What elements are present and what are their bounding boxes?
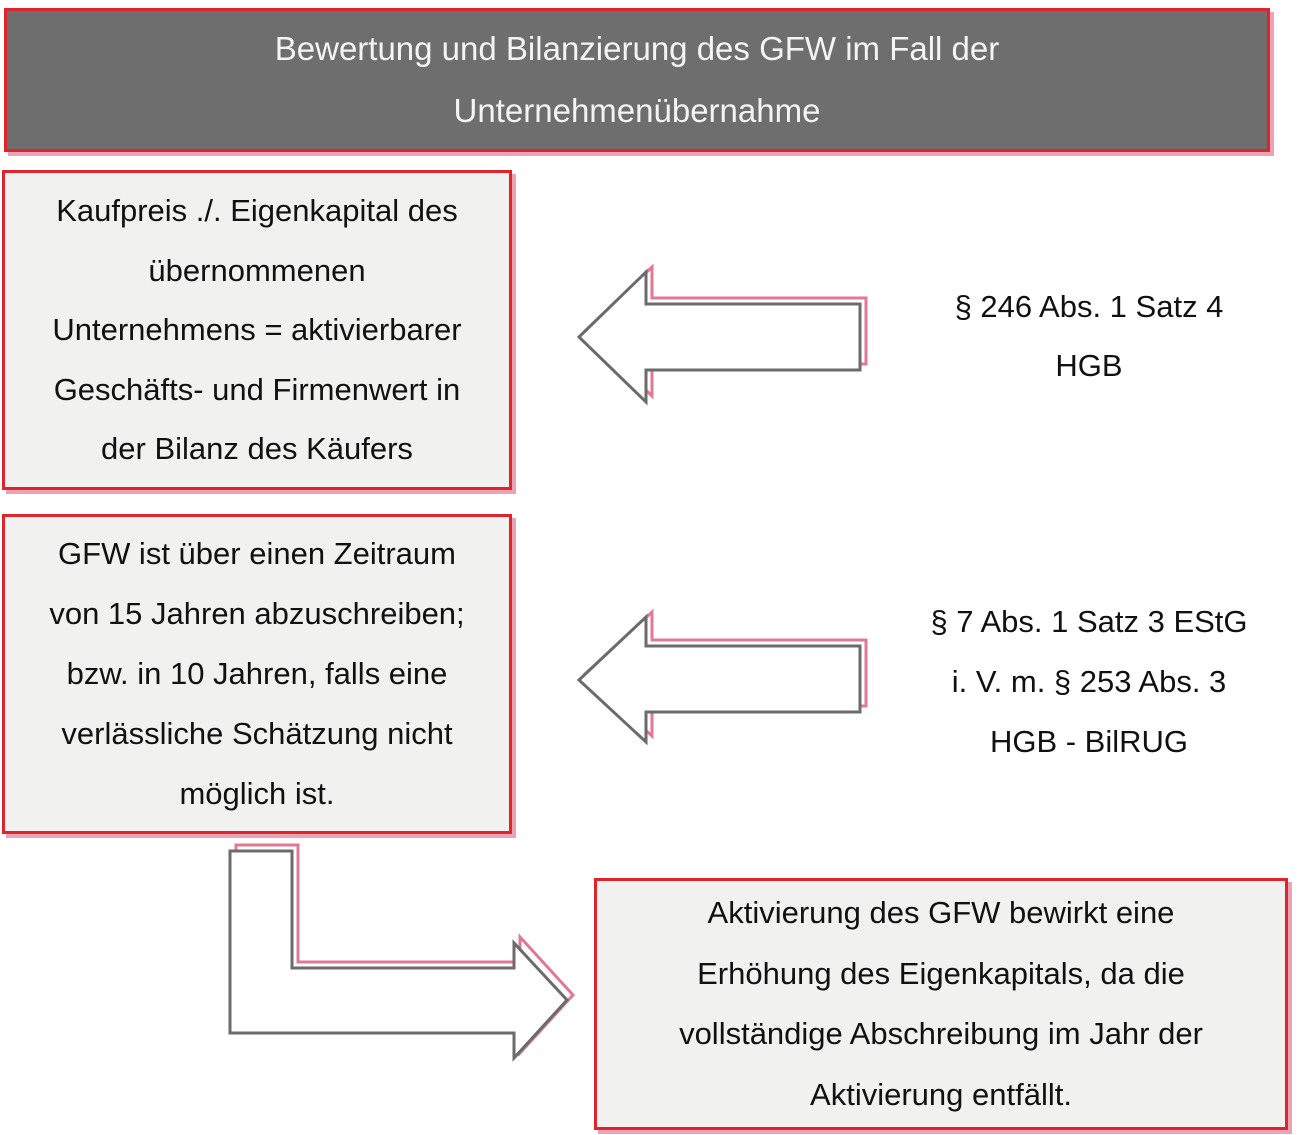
reference-246-hgb: § 246 Abs. 1 Satz 4 HGB (954, 289, 1224, 383)
aktivierung-text: Aktivierung des GFW bewirkt eine Erhöhung des Eigenkapitals, da die vollständige Abschreibung im Jahr der Aktivierung entfällt. (679, 895, 1203, 1112)
reference-7-estg: § 7 Abs. 1 Satz 3 EStG i. V. m. § 253 Abs. 3 HGB - BilRUG (930, 604, 1248, 759)
left-arrow-icon-2 (579, 612, 866, 742)
gfw-abschreibung-text: GFW ist über einen Zeitraum von 15 Jahren abzuschreiben; bzw. in 10 Jahren, falls eine verlässliche Schätzung nicht möglich ist. (49, 536, 465, 811)
bent-arrow-icon (230, 845, 573, 1058)
kaufpreis-text: Kaufpreis ./. Eigenkapital des übernommenen Unternehmens = aktivierbarer Geschäfts- und Firmenwert in der Bilanz des Käufers (52, 193, 462, 467)
diagram-title: Bewertung und Bilanzierung des GFW im Fall der Unternehmenübernahme (274, 30, 1000, 129)
left-arrow-icon-1 (579, 267, 866, 402)
